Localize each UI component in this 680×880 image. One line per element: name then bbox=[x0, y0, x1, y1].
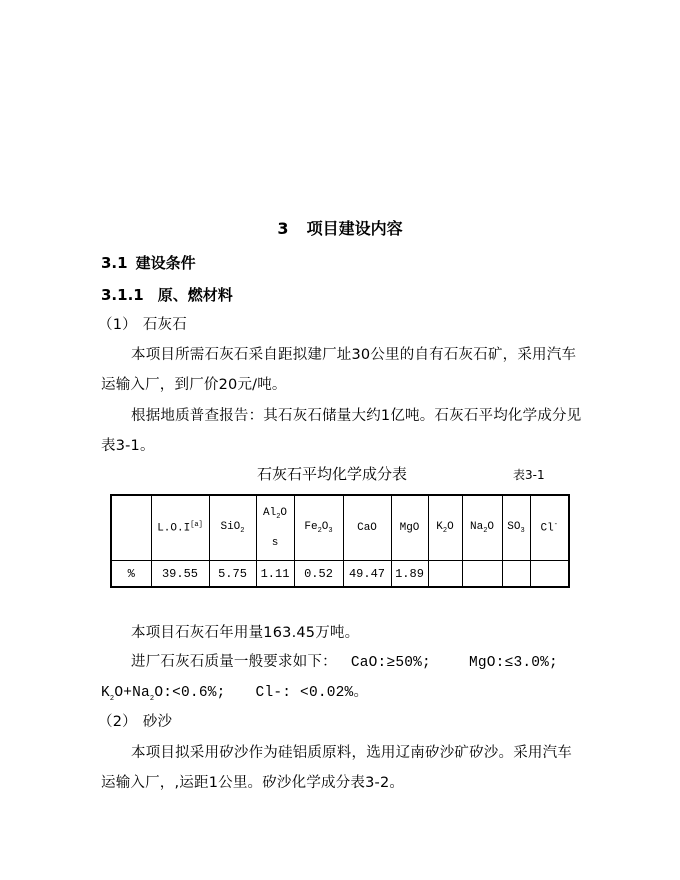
requirement-alkali: $K_2O+Na_2O:<0.6\%$; bbox=[101, 685, 226, 703]
value-cell bbox=[462, 561, 502, 588]
item1-para1-line1: 本项目所需石灰石采自距拟建厂址30公里的自有石灰石矿，采用汽车 bbox=[131, 347, 577, 363]
value-cell: 49.47 bbox=[343, 561, 391, 588]
subsection-heading bbox=[101, 284, 233, 305]
section-title: 建设条件 bbox=[135, 254, 196, 272]
requirement-mgo: MgO:≤3.0%; bbox=[468, 655, 558, 671]
value-cell: 1.11 bbox=[256, 561, 294, 588]
item2-heading bbox=[98, 710, 172, 731]
item1-para1-line2: 运输入厂，到厂价20元/吨。 bbox=[101, 377, 287, 393]
row-label: % bbox=[111, 561, 151, 588]
value-cell bbox=[530, 561, 569, 588]
section-number: 3.1 bbox=[101, 254, 128, 272]
value-cell: 1.89 bbox=[391, 561, 428, 588]
item1-heading bbox=[98, 313, 187, 334]
header-blank-cell bbox=[111, 495, 151, 561]
value-cell: 0.52 bbox=[294, 561, 343, 588]
chapter-title: 项目建设内容 bbox=[306, 219, 403, 238]
table-row bbox=[111, 561, 569, 588]
requirement-cl: Cl-: <0.02%。 bbox=[255, 685, 369, 701]
value-cell bbox=[428, 561, 462, 588]
item1-marker: （1） bbox=[98, 317, 137, 333]
usage-line: 本项目石灰石年用量163.45万吨。 bbox=[131, 625, 360, 641]
table-header-row bbox=[111, 495, 569, 561]
table-number: 表3-1 bbox=[513, 468, 545, 482]
chapter-heading bbox=[0, 216, 680, 239]
requirements-line bbox=[131, 650, 558, 671]
header-mgo: MgO bbox=[391, 495, 428, 561]
item2-para-line1: 本项目拟采用矽沙作为硅铝质原料，选用辽南矽沙矿矽沙。采用汽车 bbox=[131, 745, 572, 761]
header-fe2o3: $Fe_2O_3$ bbox=[294, 495, 343, 561]
header-loi: L.O.I[a] bbox=[151, 495, 209, 561]
header-so3: $SO_3$ bbox=[502, 495, 530, 561]
table-caption: 石灰石平均化学成分表 bbox=[257, 465, 408, 483]
requirements-line-2 bbox=[101, 680, 368, 703]
header-na2o: $Na_2O$ bbox=[462, 495, 502, 561]
item2-title: 砂沙 bbox=[142, 714, 173, 730]
header-cl: Cl- bbox=[530, 495, 569, 561]
chapter-number: 3 bbox=[277, 219, 289, 238]
item1-para2-line2: 表3-1。 bbox=[101, 438, 155, 454]
value-cell: 5.75 bbox=[209, 561, 256, 588]
subsection-title: 原、燃材料 bbox=[157, 286, 233, 304]
header-sio2: SiO$_2$ bbox=[209, 495, 256, 561]
requirements-intro: 进厂石灰石质量一般要求如下： bbox=[131, 654, 337, 670]
item1-title: 石灰石 bbox=[142, 317, 187, 333]
value-cell bbox=[502, 561, 530, 588]
header-al2o3: $Al_2O$ s bbox=[256, 495, 294, 561]
item1-para2-line1: 根据地质普查报告：其石灰石储量大约1亿吨。石灰石平均化学成分见 bbox=[131, 408, 582, 424]
value-cell: 39.55 bbox=[151, 561, 209, 588]
header-k2o: $K_2O$ bbox=[428, 495, 462, 561]
section-heading bbox=[101, 252, 196, 273]
header-cao: CaO bbox=[343, 495, 391, 561]
requirement-cao: CaO:≥50%; bbox=[350, 655, 431, 671]
chemical-composition-table bbox=[110, 494, 570, 588]
item2-para-line2: 运输入厂，,运距1公里。矽沙化学成分表3-2。 bbox=[101, 775, 405, 791]
item2-marker: （2） bbox=[98, 714, 137, 730]
subsection-number: 3.1.1 bbox=[101, 286, 144, 304]
